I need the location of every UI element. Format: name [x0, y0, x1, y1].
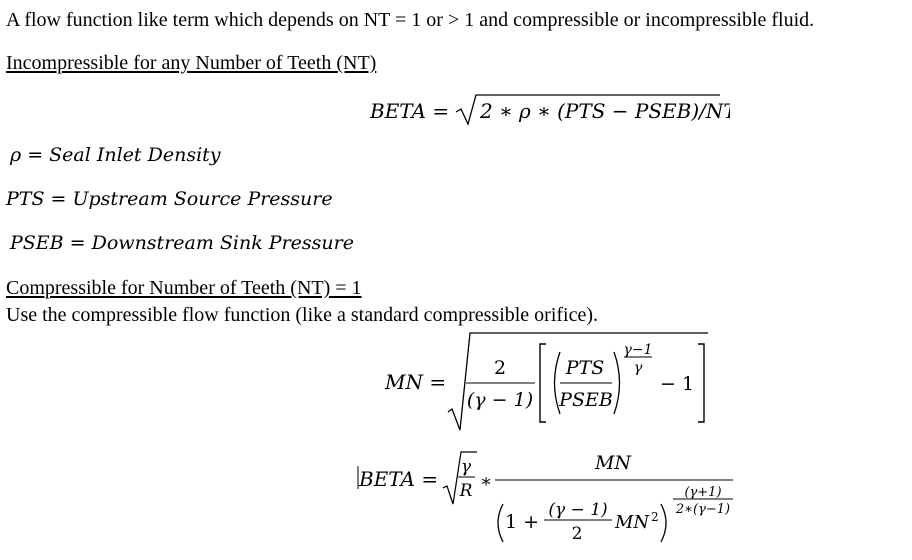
eq3-lhs: BETA =	[359, 467, 439, 491]
eq2-right-paren	[614, 352, 620, 414]
eq3-exponent-numerator: (γ+1)	[684, 485, 722, 500]
equation-mn	[380, 330, 720, 441]
eq2-minus-one: − 1	[660, 373, 695, 395]
section-heading-incompressible: Incompressible for any Number of Teeth (NT)	[6, 52, 377, 74]
eq3-left-paren	[498, 504, 503, 542]
eq2-pts: PTS	[565, 357, 605, 379]
definition-pts: PTS = Upstream Source Pressure	[6, 188, 333, 210]
eq1-radicand: 2 ∗ ρ ∗ (PTS − PSEB)/NT	[480, 99, 730, 123]
eq3-two: 2	[571, 524, 583, 544]
eq3-one-plus: 1 +	[505, 511, 540, 533]
eq3-mn: MN	[615, 512, 650, 533]
eq1-lhs: BETA =	[370, 99, 450, 123]
eq2-exponent-numerator: γ−1	[623, 342, 653, 358]
eq3-gamma-minus-one: (γ − 1)	[548, 500, 608, 520]
eq3-squared: 2	[651, 510, 659, 524]
equation-beta-incompressible	[370, 92, 730, 133]
eq3-gamma: γ	[460, 457, 472, 477]
eq3-numerator-mn: MN	[594, 452, 632, 474]
eq2-lhs: MN =	[385, 370, 447, 394]
eq2-numerator-two: 2	[493, 357, 507, 379]
eq3-times: ∗	[480, 471, 493, 492]
eq2-denominator-gamma: (γ − 1)	[466, 389, 534, 411]
section-heading-compressible: Compressible for Number of Teeth (NT) = 1	[6, 277, 362, 299]
eq3-exponent-denominator: 2∗(γ−1)	[675, 502, 731, 517]
eq2-left-bracket	[540, 344, 546, 422]
definition-pseb: PSEB = Downstream Sink Pressure	[10, 232, 354, 254]
intro-text: A flow function like term which depends on NT = 1 or > 1 and compressible or incompressible fluid.	[6, 9, 815, 31]
eq3-right-paren	[661, 504, 666, 542]
eq2-pseb: PSEB	[559, 389, 613, 411]
eq2-right-bracket	[698, 344, 704, 422]
compressible-note: Use the compressible flow function (like a standard compressible orifice).	[6, 304, 599, 326]
eq3-r: R	[459, 481, 473, 501]
eq2-exponent-denominator: γ	[633, 360, 643, 376]
equation-beta-compressible	[355, 446, 745, 555]
definition-rho: ρ = Seal Inlet Density	[10, 144, 221, 166]
